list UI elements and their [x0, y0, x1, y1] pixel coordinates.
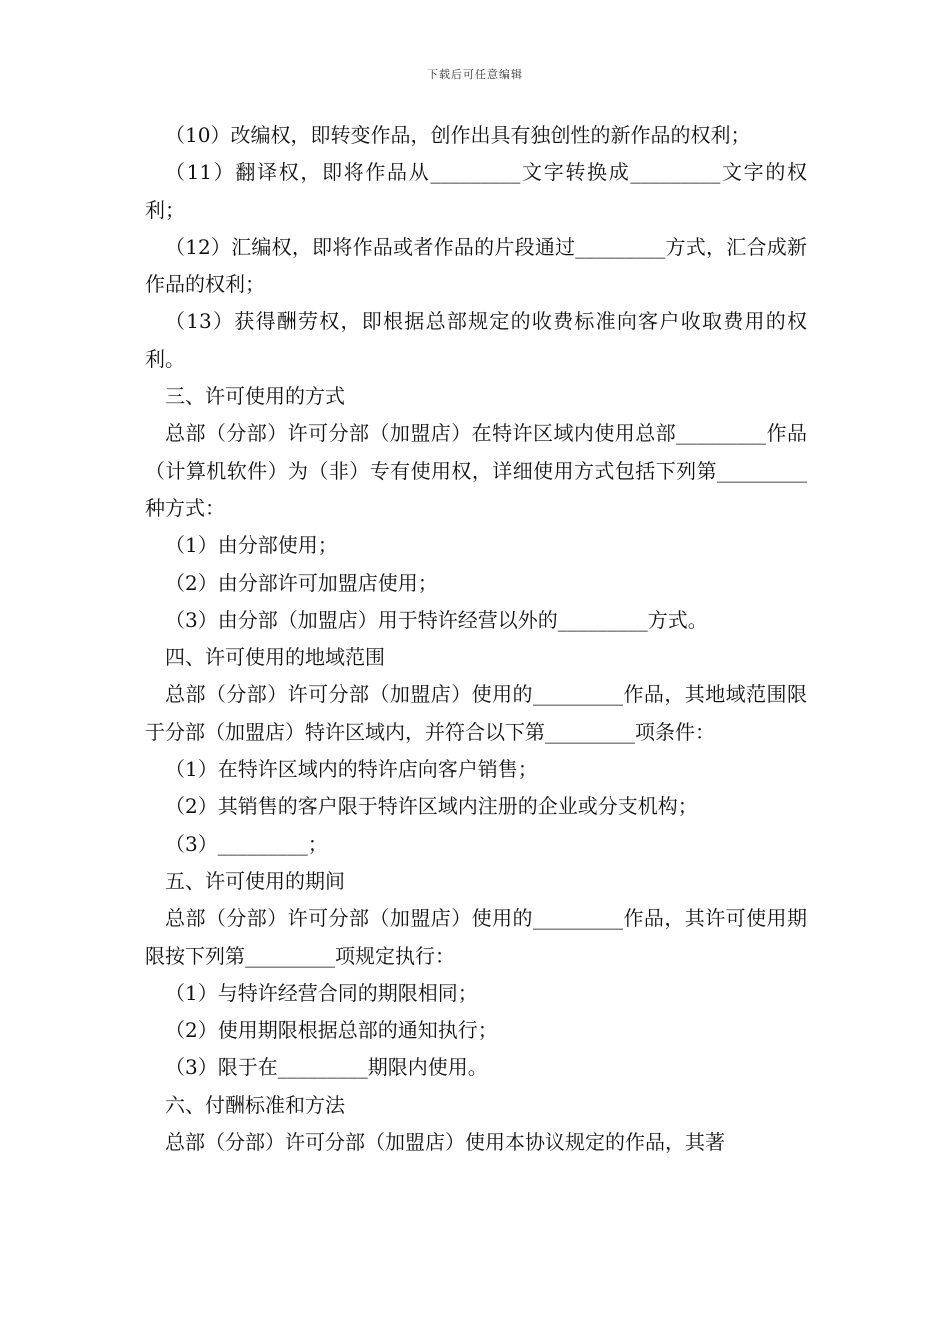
list-item-5-1: （1）与特许经营合同的期限相同； [165, 980, 478, 1005]
list-item-5-2: （2）使用期限根据总部的通知执行； [165, 1018, 498, 1043]
list-item-3-1: （1）由分部使用； [165, 533, 338, 558]
paragraph-clause-12: （12）汇编权，即将作品或者作品的片段通过_________方式，汇合成新作品的权利； [145, 234, 807, 297]
section-heading-5: 五、许可使用的期间 [165, 868, 345, 893]
section-heading-6: 六、付酬标准和方法 [165, 1092, 345, 1117]
paragraph-clause-10: （10）改编权，即转变作品，创作出具有独创性的新作品的权利； [165, 123, 751, 147]
list-item-3-3: （3）由分部（加盟店）用于特许经营以外的_________方式。 [165, 607, 708, 632]
list-item-4-3: （3）_________； [165, 831, 328, 856]
section-heading-4: 四、许可使用的地域范围 [165, 645, 385, 670]
paragraph-clause-13: （13）获得酬劳权，即根据总部规定的收费标准向客户收取费用的权利。 [145, 309, 807, 371]
paragraph-clause-11: （11）翻译权，即将作品从_________文字转换成_________文字的权利； [145, 160, 807, 222]
list-item-3-2: （2）由分部许可加盟店使用； [165, 570, 438, 595]
document-body [145, 117, 807, 1161]
page-header: 下载后可任意编辑 [427, 68, 523, 81]
paragraph-section-3-body: 总部（分部）许可分部（加盟店）在特许区域内使用总部_________作品（计算机软件）为（非）专有使用权，详细使用方式包括下列第_________种方式： [145, 421, 807, 520]
list-item-5-3: （3）限于在_________期限内使用。 [165, 1055, 488, 1080]
paragraph-section-5-body: 总部（分部）许可分部（加盟店）使用的_________作品，其许可使用期限按下列第_________项规定执行： [145, 906, 807, 968]
paragraph-section-4-body: 总部（分部）许可分部（加盟店）使用的_________作品，其地域范围限于分部（加盟店）特许区域内，并符合以下第_________项条件： [145, 682, 807, 744]
list-item-4-1: （1）在特许区域内的特许店向客户销售； [165, 757, 538, 782]
paragraph-section-6-body: 总部（分部）许可分部（加盟店）使用本协议规定的作品，其著 [165, 1130, 725, 1155]
section-heading-3: 三、许可使用的方式 [165, 384, 345, 409]
list-item-4-2: （2）其销售的客户限于特许区域内注册的企业或分支机构； [165, 794, 698, 819]
